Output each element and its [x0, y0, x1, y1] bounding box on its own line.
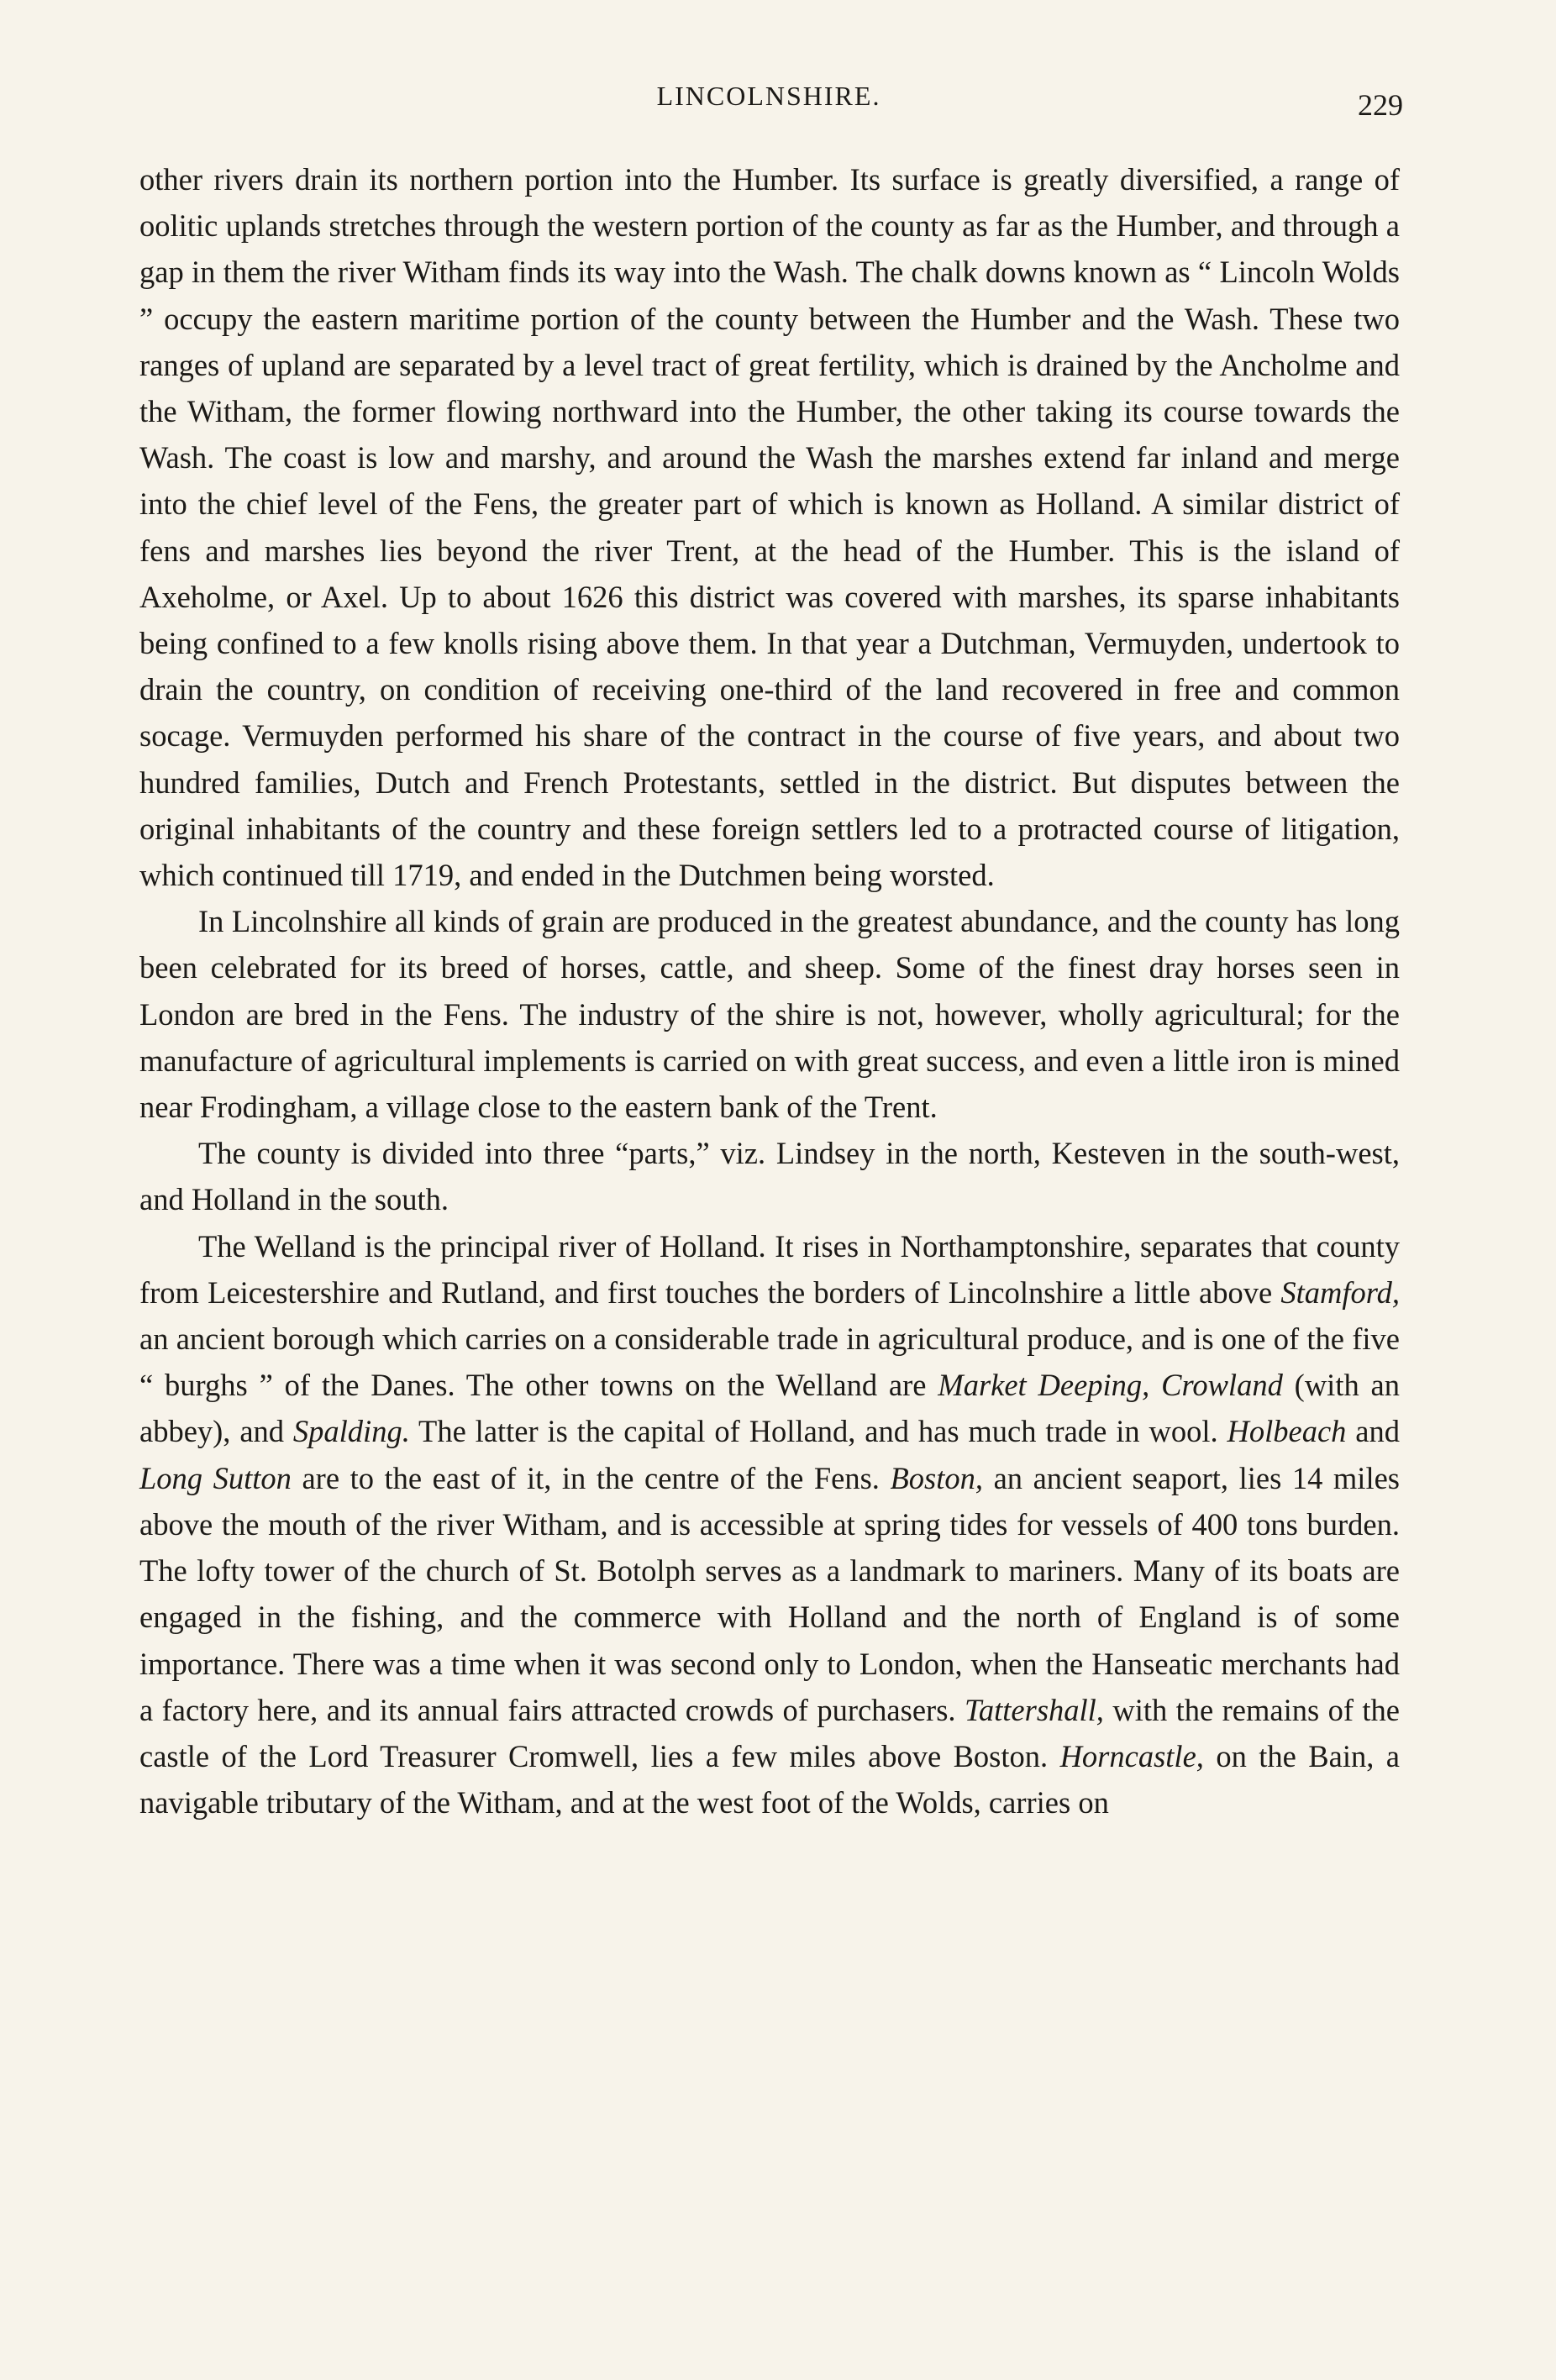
- text-run: and: [1346, 1414, 1400, 1449]
- paragraph-4: [139, 1223, 1400, 1826]
- running-title: LINCOLNSHIRE.: [656, 81, 881, 111]
- text-run: an ancient seaport, lies 14 miles above the mouth of the river Witham, and is accessible at spring tides for vessels of 400 tons burden. The lofty tower of the church of St. Botolph serves as a landmark to mariners. Many of its boats are engaged in the fishing, and the commerce with Holland and the north of England is of some importance. There was a time when it was second only to London, when the Hanseatic merchants had a factory here, and its annual fairs attracted crowds of purchasers.: [139, 1460, 1400, 1727]
- text-run: on the Bain, a navigable tributary of the Witham, and at the west foot of the Wolds, carries on: [139, 1738, 1400, 1820]
- place-name: Market Deeping, Crowland: [938, 1368, 1283, 1403]
- paragraph-3: [139, 1130, 1400, 1222]
- text-run: The Welland is the principal river of Holland. It rises in Northamptonshire, separates that county from Leicestershire and Rutland, and first touches the borders of Lincolnshire a little above: [139, 1228, 1400, 1310]
- place-name: Holbeach: [1227, 1414, 1347, 1449]
- paragraph-2: [139, 898, 1400, 1130]
- place-name: Horncastle,: [1059, 1738, 1204, 1773]
- running-head: [134, 81, 1403, 131]
- paragraph-1: [139, 156, 1400, 898]
- body-text: [139, 156, 1400, 1826]
- page-number: 229: [1358, 88, 1403, 122]
- place-name: Boston,: [890, 1460, 984, 1495]
- place-name: Stamford,: [1280, 1274, 1400, 1310]
- text-run: The latter is the capital of Holland, and has much trade in wool.: [409, 1414, 1227, 1449]
- text-run: In Lincolnshire all kinds of grain are produced in the greatest abundance, and the county has long been celebrated for its breed of horses, cattle, and sheep. Some of the finest dray horses seen in London are bred in the Fens. The industry of the shire is not, however, wholly agricultural; for the manufacture of agricultural implements is carried on with great success, and even a little iron is mined near Frodingham, a village close to the eastern bank of the Trent.: [139, 904, 1400, 1125]
- text-run: (with an abbey), and: [139, 1368, 1400, 1449]
- place-name: Spalding.: [292, 1414, 410, 1449]
- place-name: Long Sutton: [139, 1460, 292, 1495]
- text-run: are to the east of it, in the centre of the Fens.: [291, 1460, 891, 1495]
- text-run: with the remains of the castle of the Lord Treasurer Cromwell, lies a few miles above Boston.: [139, 1692, 1400, 1773]
- text-run: an ancient borough which carries on a considerable trade in agricultural produce, and is one of the five “ burghs ” of the Danes. The other towns on the Welland are: [139, 1321, 1400, 1403]
- place-name: Tattershall,: [964, 1692, 1104, 1727]
- text-run: The county is divided into three “parts,” viz. Lindsey in the north, Kesteven in the south-west, and Holland in the south.: [139, 1136, 1400, 1217]
- text-run: other rivers drain its northern portion into the Humber. Its surface is greatly diversified, a range of oolitic uplands stretches through the western portion of the county as far as the Humber, and through a gap in them the river Witham finds its way into the Wash. The chalk downs known as “ Lincoln Wolds ” occupy the eastern maritime portion of the county between the Humber and the Wash. These two ranges of upland are separated by a level tract of great fertility, which is drained by the Ancholme and the Witham, the former flowing northward into the Humber, the other taking its course towards the Wash. The coast is low and marshy, and around the Wash the marshes extend far inland and merge into the chief level of the Fens, the greater part of which is known as Holland. A similar district of fens and marshes lies beyond the river Trent, at the head of the Humber. This is the island of Axeholme, or Axel. Up to about 1626 this district was covered with marshes, its sparse inhabitants being confined to a few knolls rising above them. In that year a Dutchman, Vermuyden, undertook to drain the country, on condition of receiving one-third of the land recovered in free and common socage. Vermuyden performed his share of the contract in the course of five years, and about two hundred families, Dutch and French Protestants, settled in the district. But disputes between the original inhabitants of the country and these foreign settlers led to a protracted course of litigation, which continued till 1719, and ended in the Dutchmen being worsted.: [139, 162, 1400, 893]
